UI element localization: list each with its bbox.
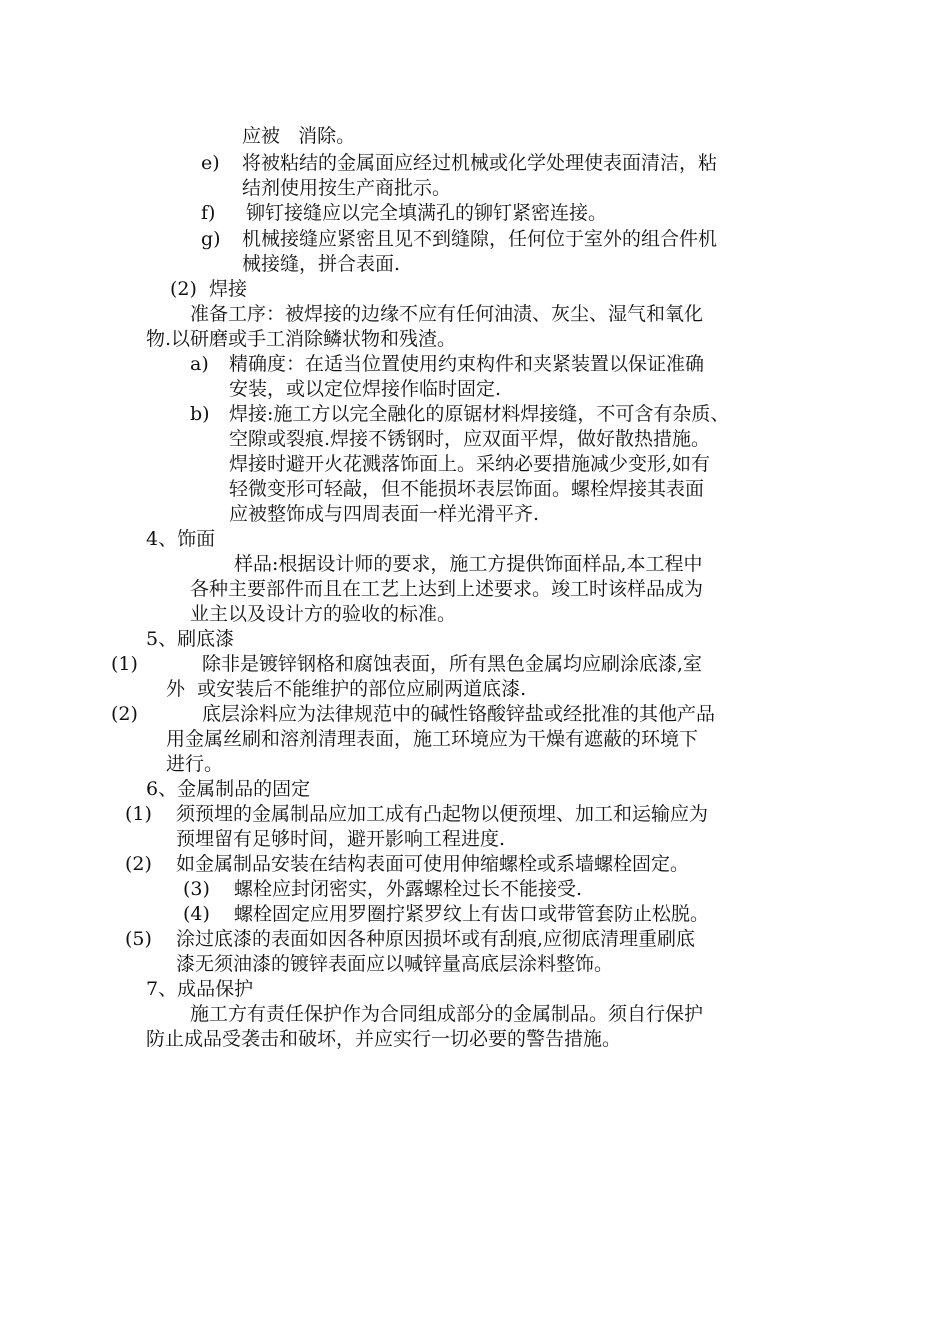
item-e-line-1: 将被粘结的金属面应经过机械或化学处理使表面清洁，粘	[242, 152, 718, 174]
item-5-1-line-1: 除非是镀锌钢格和腐蚀表面，所有黑色金属均应刷涂底漆,室	[202, 653, 703, 675]
section-4-line-2: 各种主要部件而且在工艺上达到上述要求。竣工时该样品成为	[190, 578, 704, 600]
section-heading-weld: (2) 焊接	[170, 278, 247, 300]
section-7-line-2: 防止成品受袭击和破坏，并应实行一切必要的警告措施。	[146, 1028, 622, 1050]
item-6-2-line-1: 如金属制品安装在结构表面可使用伸缩螺栓或系墙螺栓固定。	[176, 853, 690, 875]
section-4-line-1: 样品:根据设计师的要求，施工方提供饰面样品,本工程中	[234, 553, 703, 575]
section-heading-5: 5、刷底漆	[146, 628, 235, 650]
item-e-line-2: 结剂使用按生产商批示。	[242, 177, 452, 199]
prep-line-2: 物.以研磨或手工消除鳞状物和残渣。	[146, 328, 457, 350]
item-5-1-line-2: 外 或安装后不能维护的部位应刷两道底漆.	[166, 678, 527, 700]
item-b-line-4: 轻微变形可轻敲，但不能损坏表层饰面。螺栓焊接其表面	[229, 478, 705, 500]
list-marker-e: e)	[201, 152, 220, 174]
item-6-1-line-1: 须预埋的金属制品应加工成有凸起物以便预埋、加工和运输应为	[176, 803, 709, 825]
item-b-line-5: 应被整饰成与四周表面一样光滑平齐.	[229, 503, 540, 525]
item-5-2-line-1: 底层涂料应为法律规范中的碱性铬酸锌盐或经批准的其他产品	[202, 703, 716, 725]
list-marker-5-1: (1)	[111, 653, 138, 675]
item-a-line-2: 安装，或以定位焊接作临时固定.	[229, 378, 502, 400]
section-heading-7: 7、成品保护	[146, 978, 254, 1000]
continuation-line: 应被 消除。	[242, 125, 356, 147]
prep-line-1: 准备工序：被焊接的边缘不应有任何油渍、灰尘、湿气和氧化	[190, 303, 704, 325]
item-f-line-1: 铆钉接缝应以完全填满孔的铆钉紧密连接。	[246, 202, 608, 224]
list-marker-5-2: (2)	[111, 703, 138, 725]
section-7-line-1: 施工方有责任保护作为合同组成部分的金属制品。须自行保护	[190, 1003, 704, 1025]
item-b-line-1: 焊接:施工方以完全融化的原锯材料焊接缝，不可含有杂质、	[229, 403, 730, 425]
item-g-line-2: 械接缝，拼合表面.	[242, 253, 401, 275]
list-marker-a: a)	[190, 353, 209, 375]
item-b-line-2: 空隙或裂痕.焊接不锈钢时，应双面平焊，做好散热措施。	[229, 428, 711, 450]
item-g-line-1: 机械接缝应紧密且见不到缝隙，任何位于室外的组合件机	[242, 228, 718, 250]
item-6-4-line-1: 螺栓固定应用罗圈拧紧罗纹上有齿口或带管套防止松脱。	[234, 903, 710, 925]
item-5-2-line-3: 进行。	[166, 753, 224, 775]
section-4-line-3: 业主以及设计方的验收的标准。	[190, 603, 457, 625]
item-b-line-3: 焊接时避开火花溅落饰面上。采纳必要措施减少变形,如有	[229, 453, 711, 475]
item-6-1-line-2: 预埋留有足够时间，避开影响工程进度.	[176, 828, 506, 850]
item-6-3-line-1: 螺栓应封闭密实，外露螺栓过长不能接受.	[234, 878, 583, 900]
item-6-5-line-2: 漆无须油漆的镀锌表面应以喊锌量高底层涂料整饰。	[176, 953, 614, 975]
item-a-line-1: 精确度：在适当位置使用约束构件和夹紧装置以保证准确	[229, 353, 705, 375]
section-heading-6: 6、金属制品的固定	[146, 778, 311, 800]
list-marker-6-3: (3)	[183, 878, 210, 900]
item-6-5-line-1: 涂过底漆的表面如因各种原因损坏或有刮痕,应彻底清理重刷底	[176, 928, 696, 950]
list-marker-f: f)	[201, 202, 216, 224]
list-marker-g: g)	[201, 228, 221, 250]
section-heading-4: 4、饰面	[146, 528, 216, 550]
item-5-2-line-2: 用金属丝刷和溶剂清理表面，施工环境应为干燥有遮蔽的环境下	[166, 728, 699, 750]
list-marker-b: b)	[190, 403, 210, 425]
list-marker-6-2: (2)	[125, 853, 152, 875]
list-marker-6-1: (1)	[125, 803, 152, 825]
list-marker-6-4: (4)	[183, 903, 210, 925]
list-marker-6-5: (5)	[125, 928, 152, 950]
